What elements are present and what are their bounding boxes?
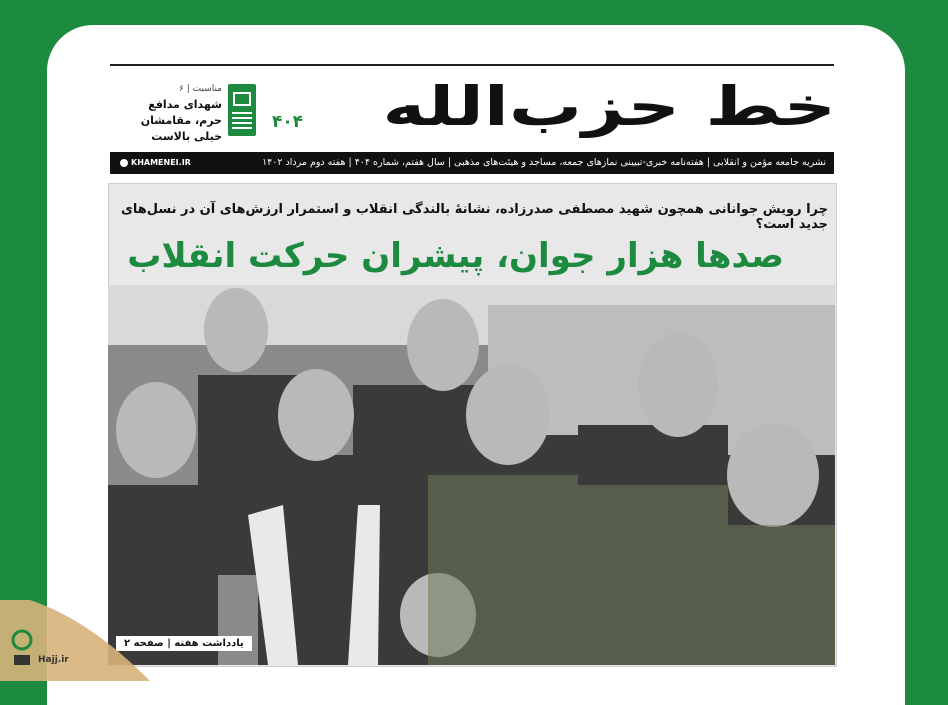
occasion-block: [118, 84, 222, 145]
occasion-title: شهدای مدافع حرم، مقامشان خیلی بالاست: [140, 98, 222, 143]
calendar-icon: [228, 84, 256, 136]
top-rule: [110, 64, 834, 66]
story-headline: صدها هزار جوان، پیشران حرکت انقلاب: [127, 236, 784, 276]
site-badge: [120, 152, 191, 174]
site-logo-icon: [120, 159, 128, 167]
story-kicker: چرا رویش جوانانی همچون شهید مصطفی صدرزاده، نشانهٔ بالندگی انقلاب و استمرار ارزش‌های آن در نسل‌های جدید است؟: [120, 202, 828, 232]
watermark-corner: [0, 600, 150, 681]
photo-caption: یادداشت هفته | صفحه ۲: [116, 636, 252, 651]
masthead-logo: خط حزب‌الله: [382, 75, 836, 138]
info-strip-text: نشریه جامعه مؤمن و انقلابی | هفته‌نامه خبری-تبیینی نمازهای جمعه، مساجد و هیئت‌های مذهبی | سال هفتم، شماره ۴۰۴ | هفته دوم مرداد ۱۴۰۲: [262, 157, 826, 168]
issue-number: ۴۰۴: [272, 112, 304, 132]
site-name: KHAMENEI.IR: [131, 158, 191, 167]
cover-photo: [108, 285, 835, 665]
watermark-text: Hajj.ir: [38, 655, 69, 665]
info-strip: [110, 152, 834, 174]
occasion-label: مناسبت | ۶: [179, 84, 222, 94]
